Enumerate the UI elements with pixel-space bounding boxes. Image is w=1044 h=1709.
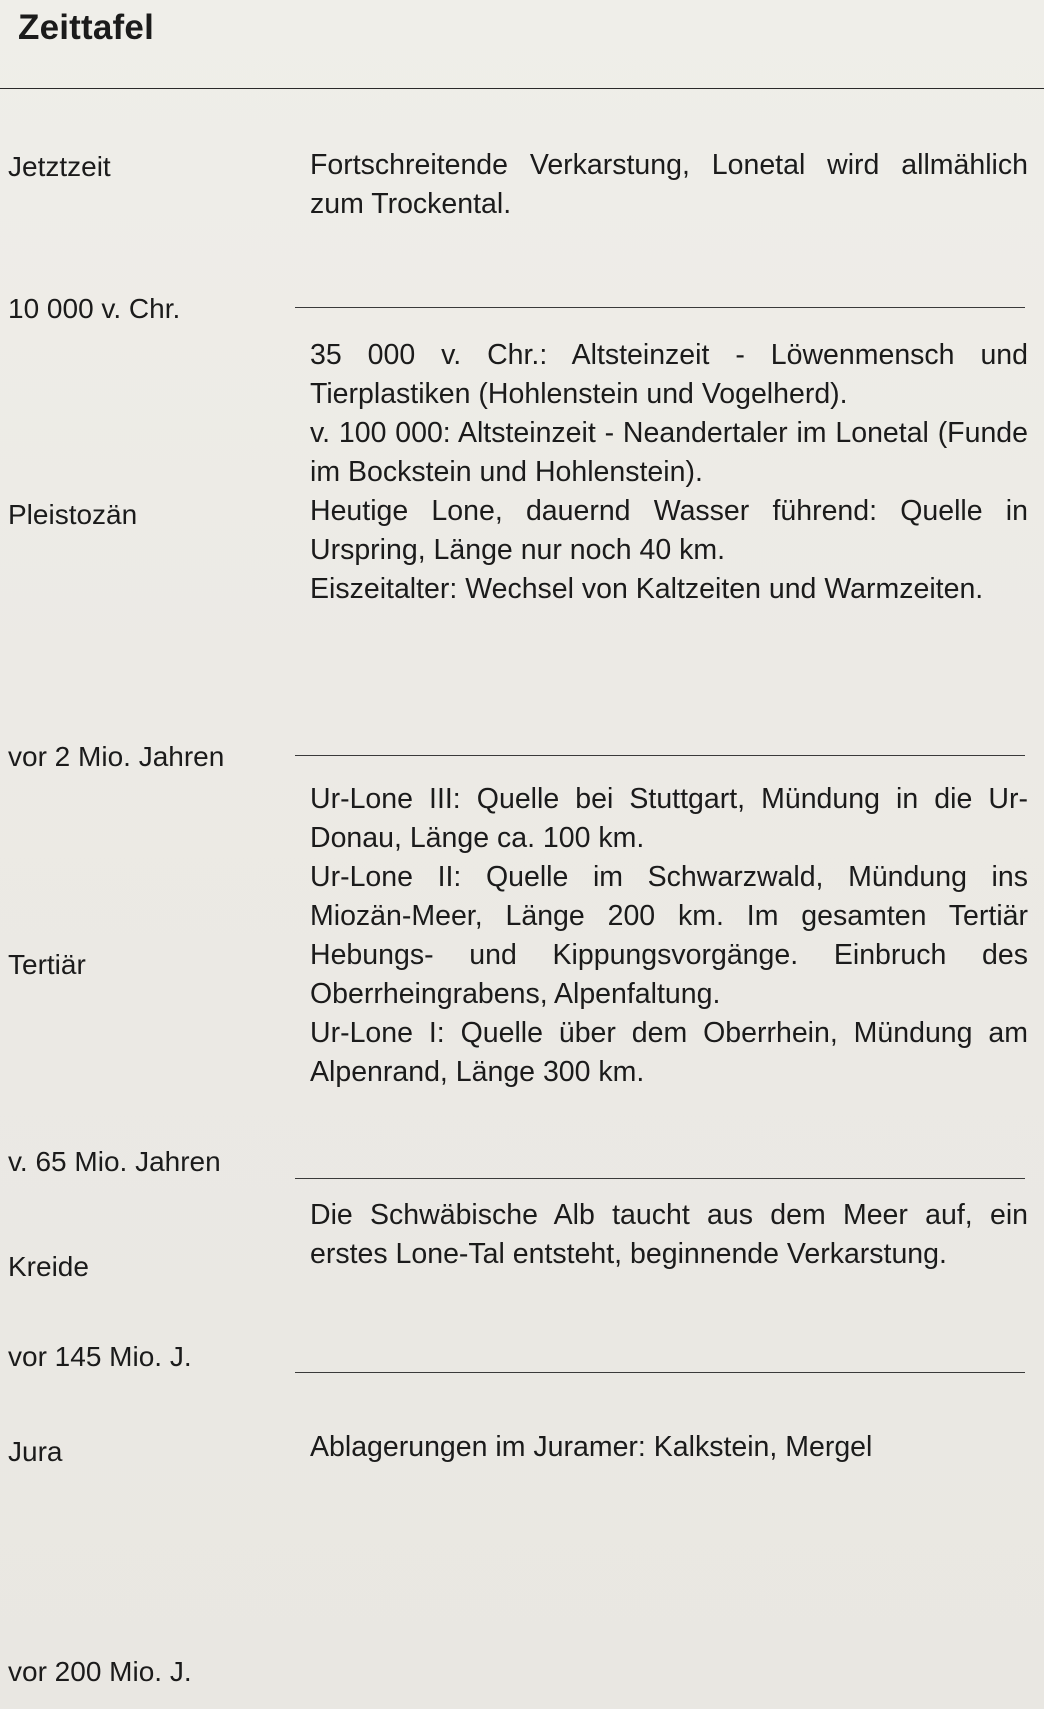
era-label: Pleistozän: [8, 499, 138, 530]
boundary-label: vor 2 Mio. Jahren: [8, 741, 225, 772]
title-divider: [0, 88, 1044, 89]
paragraph: v. 100 000: Altsteinzeit - Neandertaler im Lonetal (Funde im Bockstein und Hohlenstein).: [310, 417, 1028, 488]
row-divider: [295, 307, 1025, 308]
era-description: [310, 146, 1028, 224]
era-label: Jura: [8, 1436, 63, 1467]
boundary-label: v. 65 Mio. Jahren: [8, 1146, 221, 1177]
boundary-label: 10 000 v. Chr.: [8, 293, 181, 324]
paragraph: Fortschreitende Verkarstung, Lonetal wird allmählich zum Trockental.: [310, 149, 1028, 220]
era-label: Tertiär: [8, 949, 86, 980]
row-divider: [295, 1178, 1025, 1179]
paragraph: Eiszeitalter: Wechsel von Kaltzeiten und Warmzeiten.: [310, 573, 984, 605]
boundary-label: vor 145 Mio. J.: [8, 1341, 192, 1372]
era-label: Kreide: [8, 1251, 89, 1282]
row-divider: [295, 1372, 1025, 1373]
era-description: [310, 1428, 1028, 1467]
paragraph: Ur-Lone II: Quelle im Schwarzwald, Mündung ins Miozän-Meer, Länge 200 km. Im gesamten Tertiär Hebungs- und Kippungsvorgänge. Einbruch des Oberrheingrabens, Alpenfaltung.: [310, 861, 1028, 1010]
era-description: [310, 780, 1028, 1092]
paragraph: Ur-Lone I: Quelle über dem Oberrhein, Mündung am Alpenrand, Länge 300 km.: [310, 1017, 1028, 1088]
paragraph: Ur-Lone III: Quelle bei Stuttgart, Mündung in die Ur-Donau, Länge ca. 100 km.: [310, 783, 1028, 854]
boundary-label: vor 200 Mio. J.: [8, 1656, 192, 1687]
page-title: Zeittafel: [18, 8, 154, 47]
paragraph: Die Schwäbische Alb taucht aus dem Meer auf, ein erstes Lone-Tal entsteht, beginnende Verkarstung.: [310, 1199, 1028, 1270]
era-label: Jetztzeit: [8, 151, 111, 182]
paragraph: Ablagerungen im Juramer: Kalkstein, Mergel: [310, 1431, 873, 1463]
paragraph: 35 000 v. Chr.: Altsteinzeit - Löwenmensch und Tierplastiken (Hohlenstein und Vogelherd).: [310, 339, 1028, 410]
paragraph: Heutige Lone, dauernd Wasser führend: Quelle in Urspring, Länge nur noch 40 km.: [310, 495, 1028, 566]
era-description: [310, 1196, 1028, 1274]
era-description: [310, 336, 1028, 609]
row-divider: [295, 755, 1025, 756]
